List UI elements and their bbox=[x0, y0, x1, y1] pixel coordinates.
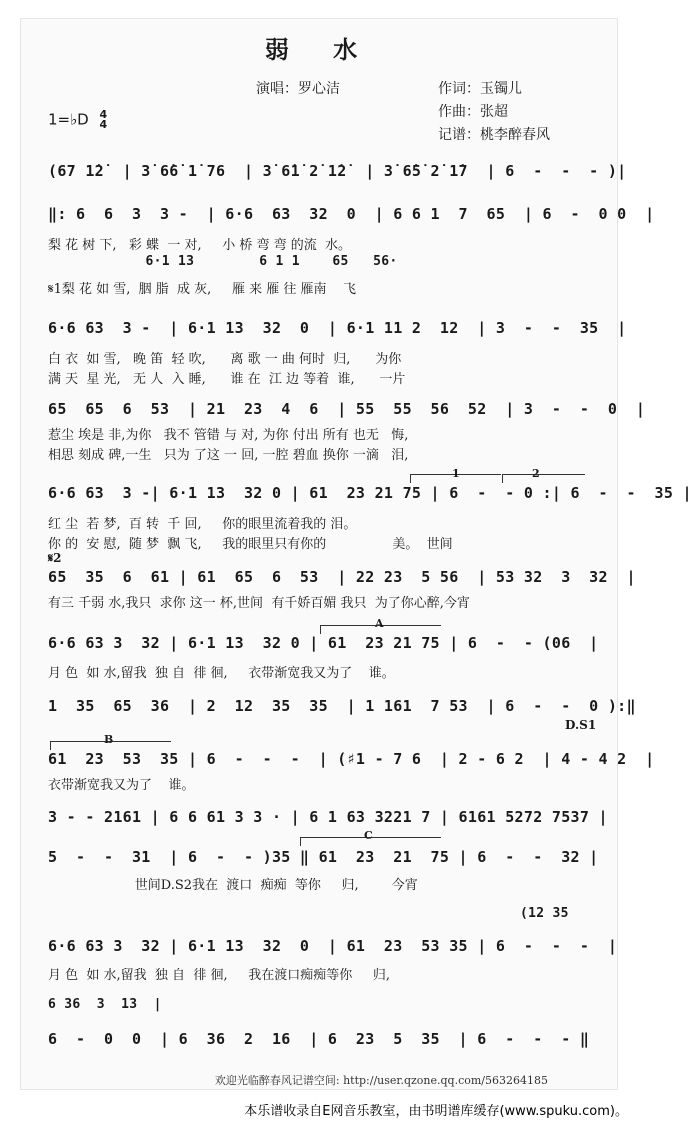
notation-line-12: 6·6 63 3 32 | 6·1 13 32 0 | 61 23 53 35 | 6 - - - | bbox=[48, 937, 618, 955]
composer-credit: 作曲：张超 bbox=[438, 104, 508, 120]
notation-line-10: 3 - - 2161 | 6 6 61 3 3 · | 6 1 63 3221 7 | 6161 5272 7537 | bbox=[48, 808, 608, 826]
transcriber-url: 欢迎光临醉春风记谱空间: http://user.qzone.qq.com/563264185 bbox=[214, 1074, 548, 1087]
volta-bracket-2 bbox=[502, 474, 585, 483]
lyric-line-12a: 月 色 如 水,留我 独 自 徘 徊, 我在渡口痴痴等你 归, bbox=[48, 968, 391, 983]
segno-2-marker: 𝄋2 bbox=[48, 551, 62, 565]
key-signature bbox=[48, 110, 107, 130]
volta-2-label: 2 bbox=[532, 467, 540, 480]
singer-credit: 演唱：罗心洁 bbox=[256, 81, 340, 97]
notation-line-11: 5 - - 31 | 6 - - )35 ‖ 61 23 21 75 | 6 - - 32 | bbox=[48, 848, 599, 866]
notation-line-5: 6·6 63 3 -| 6·1 13 32 0 | 61 23 21 75 | 6 - - 0 :| 6 - - 35 | bbox=[48, 484, 692, 502]
lyric-line-6a: 有三 千弱 水,我只 求你 这一 杯,世间 有千娇百媚 我只 为了你心醉,今宵 bbox=[48, 596, 470, 611]
bracket-b-label: B bbox=[104, 733, 114, 746]
time-bottom: 4 bbox=[99, 118, 108, 131]
notation-line-7: 6·6 63 3 32 | 6·1 13 32 0 | 61 23 21 75 | 6 - - (06 | bbox=[48, 634, 599, 652]
notation-line-2b: 6·1 13 6 1 1 65 56· bbox=[48, 254, 398, 269]
notation-line-2: ‖: 6 6 3 3 - | 6·6 63 32 0 | 6 6 1 7 65 | 6 - 0 0 | bbox=[48, 205, 655, 223]
time-top: 4 bbox=[99, 108, 108, 121]
lyricist-credit: 作词：玉镯儿 bbox=[438, 81, 522, 97]
notation-line-13: 6 - 0 0 | 6 36 2 16 | 6 23 5 35 | 6 - - - ‖ bbox=[48, 1030, 590, 1048]
ds1-marker: D.S1 bbox=[565, 718, 597, 732]
lyric-line-7a: 月 色 如 水,留我 独 自 徘 徊, 衣带渐宽我又为了 谁。 bbox=[48, 666, 395, 681]
bracket-a-label: A bbox=[375, 617, 384, 630]
notation-line-3: 6·6 63 3 - | 6·1 13 32 0 | 6·1 11 2 12 | 3 - - 35 | bbox=[48, 319, 627, 337]
song-title: 弱 水 bbox=[264, 35, 376, 64]
lyric-line-5a: 红 尘 若 梦, 百 转 千 回, 你的眼里流着我的 泪。 bbox=[48, 517, 357, 532]
bracket-c-label: C bbox=[364, 829, 373, 842]
source-credit: 本乐谱收录自E网音乐教室，由书明谱库缓存(www.spuku.com)。 bbox=[244, 1104, 628, 1119]
lyric-line-5b: 你 的 安 慰, 随 梦 飘 飞, 我的眼里只有你的 美。 世间 bbox=[48, 537, 453, 552]
lyric-line-4b: 相思 刻成 碑,一生 只为 了这 一 回, 一腔 碧血 换你 一滴 泪, bbox=[48, 448, 409, 463]
lyric-line-3b: 满 天 星 光, 无 人 入 睡, 谁 在 江 边 等着 谁, 一片 bbox=[48, 372, 406, 387]
lyric-line-11a: 世间D.S2我在 渡口 痴痴 等你 归, 今宵 bbox=[48, 878, 418, 893]
transcriber-credit: 记谱：桃李醉春风 bbox=[438, 127, 550, 143]
notation-line-13-upper: 6 36 3 13 | bbox=[48, 997, 162, 1012]
time-signature bbox=[100, 110, 108, 130]
lyric-line-2b: 𝄋1梨 花 如 雪, 胭 脂 成 灰, 雁 来 雁 往 雁南 飞 bbox=[48, 282, 357, 297]
lyric-line-2a: 梨 花 树 下, 彩 蝶 一 对, 小 桥 弯 弯 的流 水。 bbox=[48, 238, 352, 253]
lyric-line-3a: 白 衣 如 雪, 晚 笛 轻 吹, 离 歌 一 曲 何时 归, 为你 bbox=[48, 352, 402, 367]
intro-line: (67 1̇2̇ | 3̇ 6̇6̇ 1̇ 76 | 3̇ 6̇1̇ 2̇ 1̇2̇ | 3̇ 6̇5̇ 2̇ 1̇7 | 6 - - - )| bbox=[48, 162, 627, 180]
notation-line-4: 65 65 6 53 | 21 23 4 6 | 55 55 56 52 | 3 - - 0 | bbox=[48, 400, 646, 418]
notation-line-8: 1 35 65 36 | 2 12 35 35 | 1 161 7 53 | 6 - - 0 ):‖ bbox=[48, 697, 636, 715]
notation-line-9: 61 23 53 35 | 6 - - - | (♯1 - 7 6 | 2 - 6 2 | 4 - 4 2 | bbox=[48, 750, 655, 768]
volta-1-label: 1 bbox=[452, 467, 460, 480]
key-label: 1=♭D bbox=[48, 110, 89, 129]
lyric-line-9a: 衣带渐宽我又为了 谁。 bbox=[48, 778, 195, 793]
notation-line-6: 65 35 6 61 | 61 65 6 53 | 22 23 5 56 | 53 32 3 32 | bbox=[48, 568, 636, 586]
pickup-notes: (12 35 bbox=[520, 906, 569, 921]
lyric-line-4a: 惹尘 埃是 非,为你 我不 管错 与 对, 为你 付出 所有 也无 悔, bbox=[48, 428, 409, 443]
